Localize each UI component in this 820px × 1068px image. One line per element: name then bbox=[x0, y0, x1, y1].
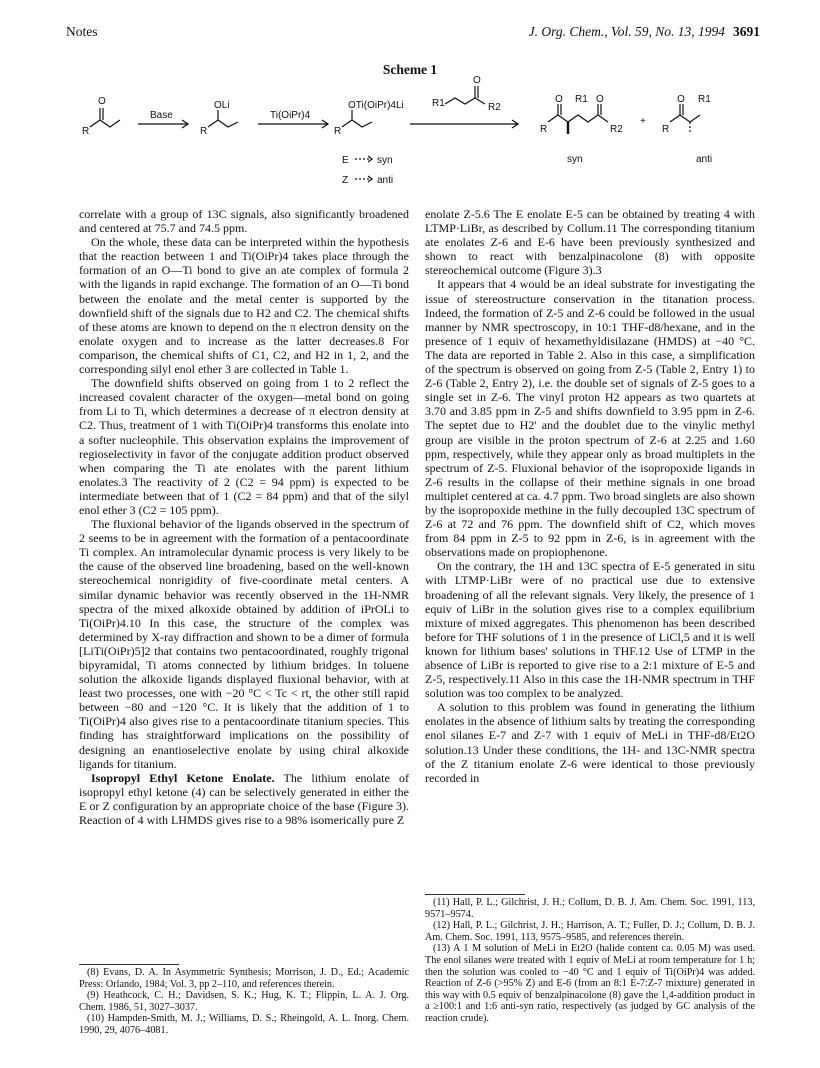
anti-product-o: O bbox=[677, 94, 685, 105]
z-label: Z bbox=[342, 175, 349, 186]
footnotes-left bbox=[79, 967, 409, 1037]
e-label: E bbox=[342, 155, 349, 166]
ketone-o-label: O bbox=[98, 96, 106, 107]
li-enolate-r-label: R bbox=[200, 126, 208, 137]
enone-r2-label: R2 bbox=[488, 102, 501, 113]
page-header bbox=[60, 24, 760, 44]
reaction-scheme bbox=[70, 72, 770, 202]
reagent-ti: Ti(OiPr)4 bbox=[270, 110, 311, 121]
left-paragraph-3: The downfield shifts observed on going from 1 to 2 reflect the increased covalent character of the oxygen—metal bond on going from Li to Ti, which determines a decrease of π electron density at C2. Thus, treatment of 1 with Ti(OiPr)4 transforms this enolate into a softer nucleophile. This observation explains the improvement of regioselectivity in favor of the conjugate addition product observed when comparing the Ti ate enolates with the parent lithium enolates.3 The reactivity of 2 (C2 = 94 ppm) is expected to be intermediate between that of 1 (C2 = 84 ppm) and that of the silyl enol ether 3 (C2 = 105 ppm). bbox=[79, 376, 409, 517]
anti-product-r: R bbox=[662, 124, 670, 135]
left-paragraph-4: The fluxional behavior of the ligands observed in the spectrum of 2 seems to be in agreement with the formation of a pentacoordinate Ti complex. An intramolecular dynamic process is very likely to be the cause of the observed line broadening, based on the well-known stereochemical nonrigidity of five-coordinate metal centers. A similar dynamic behavior was recently observed in the 1H-NMR spectra of the mixed alkoxide obtained by addition of iPrOLi to Ti(OiPr)4.10 In this case, the structure of the complex was determined by X-ray diffraction and shown to be a dimer of formula [LiTi(OiPr)5]2 that contains two pentacoordinated, roughly trigonal bipyramidal, Ti atoms connected by lithium bridges. In toluene solution the alkoxide ligands displayed fluxional behavior, with at least two processes, one with −20 °C < Tc < rt, the other still rapid between −80 and −120 °C. It is likely that the addition of 1 to Ti(OiPr)4 also gives rise to a pentacoordinate titanium species. This finding has straightforward implications on the possibility of designing an enantioselective enolate by using chiral alkoxide ligands for titanium. bbox=[79, 517, 409, 771]
left-paragraph-2: On the whole, these data can be interpreted within the hypothesis that the reaction between 1 and Ti(OiPr)4 takes place through the formation of an O—Ti bond to give an ate complex of formula 2 with the ligands in rapid exchange. The formation of an O—Ti bond between the enolate and the metal center is supported by the downfield shift of the signals due to H2 and C2. The chemical shifts of these atoms are known to depend on the π electron density on the enolate oxygen and to increase as the latter decreases.8 For comparison, the chemical shifts of C1, C2, and H2 in 1, 2, and the corresponding silyl enol ether 3 are collected in Table 1. bbox=[79, 235, 409, 377]
journal-name: J. Org. Chem., Vol. 59, No. 13, 1994 bbox=[528, 24, 725, 39]
ti-enolate-label: OTi(OiPr)4Li bbox=[348, 100, 404, 111]
anti-product-r1: R1 bbox=[698, 94, 711, 105]
page-number: 3691 bbox=[733, 24, 760, 39]
ti-enolate-r-label: R bbox=[334, 126, 342, 137]
right-paragraph-2: It appears that 4 would be an ideal substrate for investigating the issue of stereostructure conservation in the titanation process. Indeed, the formation of Z-5 and Z-6 could be followed in the usual manner by NMR spectroscopy, in 10:1 THF-d8/hexane, and in the presence of 1 equiv of hexamethyldisilazane (HMDS) at −40 °C. The data are reported in Table 2. Also in this case, a simplification of the spectrum is observed on going from Z-5 (Table 2, Entry 1) to Z-6 (Table 2, Entry 2), i.e. the double set of signals of Z-5 goes to a single set in Z-6. The vinyl proton H2 appears as two quartets at 3.70 and 3.85 ppm in Z-5 and shifts downfield to 3.95 ppm in Z-6. The septet due to H2' and the doublet due to the vinylic methyl group are visible in the proton spectrum of Z-6 at 2.25 and 1.60 ppm, respectively, while they appear only as broad multiplets in the spectrum of Z-5. Fluxional behavior of the isopropoxide ligands in Z-6 results in the collapse of their methine signals in one broad multiplet centered at ca. 4.7 ppm. Two broad singlets are also shown by the isopropoxide methine in the fully decoupled 13C spectrum of Z-6 at 72 and 76 ppm. The downfield shift of C2, which moves from 84 ppm in Z-5 to 92 ppm in Z-6, is in agreement with the observations made on propiophenone. bbox=[425, 277, 755, 560]
syn-product-label: syn bbox=[567, 154, 583, 165]
anti-product-skeleton bbox=[670, 115, 700, 122]
journal-citation bbox=[529, 24, 760, 40]
footnote-12: (12) Hall, P. L.; Gilchrist, J. H.; Harrison, A. T.; Fuller, D. J.; Collum, D. B. J. Am. Chem. Soc. 1991, 113, 9575–9585, and references therein. bbox=[425, 920, 755, 943]
anti-arrow-label: anti bbox=[377, 175, 394, 186]
scheme-title: Scheme 1 bbox=[382, 62, 438, 77]
left-paragraph-5 bbox=[79, 771, 409, 827]
footnote-13: (13) A 1 M solution of MeLi in Et2O (halide content ca. 0.05 M) was used. The enol silanes were treated with 1 equiv of MeLi at room temperature for 1 h; then the solution was cooled to −40 °C and 1 equiv of Ti(OiPr)4 was added. Reaction of Z-6 (>95% Z) and E-6 (from an 8:1 E-7:Z-7 mixture) generated in this way with 0.5 equiv of benzalpinacolone (8) gave the 1,4-addition product in a ≥100:1 and 1:6 anti-syn ratio, respectively (as judged by GC analysis of the reaction crude). bbox=[425, 943, 755, 1024]
section-label: Notes bbox=[66, 24, 98, 39]
footnote-11: (11) Hall, P. L.; Gilchrist, J. H.; Collum, D. B. J. Am. Chem. Soc. 1991, 113, 9571–9574. bbox=[425, 897, 755, 920]
right-column bbox=[425, 207, 755, 785]
ti-enolate-skeleton bbox=[342, 120, 372, 127]
syn-product-o1: O bbox=[555, 94, 563, 105]
footnote-rule-left bbox=[79, 964, 179, 965]
footnote-rule-right bbox=[425, 894, 525, 895]
left-paragraph-1: correlate with a group of 13C signals, also significantly broadened and centered at 75.7 and 74.5 ppm. bbox=[79, 207, 409, 236]
syn-arrow-label: syn bbox=[377, 155, 393, 166]
li-enolate-label: OLi bbox=[214, 100, 230, 111]
ketone-r-label: R bbox=[82, 126, 90, 137]
right-paragraph-1: enolate Z-5.6 The E enolate E-5 can be obtained by treating 4 with LTMP·LiBr, as described by Collum.11 The corresponding titanium ate enolates Z-6 and E-6 have been previously synthesized and shown to react with benzalpinacolone (8) with opposite stereochemical outcome (Figure 3).3 bbox=[425, 207, 755, 278]
section-heading: Isopropyl Ethyl Ketone Enolate. bbox=[91, 770, 275, 785]
syn-product-o2: O bbox=[596, 94, 604, 105]
enone-r1-label: R1 bbox=[432, 98, 445, 109]
footnotes-right bbox=[425, 897, 755, 1025]
syn-product-r1: R1 bbox=[575, 94, 588, 105]
left-column bbox=[79, 207, 409, 827]
syn-product-skeleton bbox=[548, 115, 608, 122]
footnote-10: (10) Hampden-Smith, M. J.; Williams, D. S.; Rheingold, A. L. Inorg. Chem. 1990, 29, 4076–4081. bbox=[79, 1013, 409, 1036]
syn-product-r: R bbox=[540, 124, 548, 135]
plus-sign: + bbox=[640, 116, 646, 127]
enone-skeleton bbox=[445, 98, 485, 104]
reagent-base: Base bbox=[150, 110, 173, 121]
right-paragraph-3: On the contrary, the 1H and 13C spectra of E-5 generated in situ with LTMP·LiBr were of no practical use due to extensive broadening of all the relevant signals. Very likely, the presence of 1 equiv of LiBr in the solution gives rise to a complex equilibrium mixture of mixed aggregates. This phenomenon has been described before for THF solutions of 1 in the presence of LiCl,5 and it is well known for lithium bases' solutions in THF.12 Use of LTMP in the absence of LiBr is reported to give rise to a 2:1 mixture of E-5 and Z-5, respectively.11 Also in this case the 1H-NMR spectrum in THF solution was too complex to be analyzed. bbox=[425, 559, 755, 701]
syn-product-r2: R2 bbox=[610, 124, 623, 135]
enone-o-label: O bbox=[473, 75, 481, 86]
footnote-9: (9) Heathcock, C. H.; Davidsen, S. K.; Hug, K. T.; Flippin, L. A. J. Org. Chem. 1986, 51, 3027–3037. bbox=[79, 990, 409, 1013]
right-paragraph-4: A solution to this problem was found in generating the lithium enolates in the absence of lithium salts by treating the corresponding enol silanes E-7 and Z-7 with 1 equiv of MeLi in THF-d8/Et2O solution.13 Under these conditions, the 1H- and 13C-NMR spectra of the Z titanium enolate Z-6 were identical to those previously recorded in bbox=[425, 700, 755, 785]
li-enolate-skeleton bbox=[208, 120, 238, 127]
ketone-skeleton bbox=[90, 120, 120, 127]
anti-product-label: anti bbox=[696, 154, 713, 165]
left-paragraph-5-body: The lithium enolate of isopropyl ethyl ketone (4) can be selectively generated in either the E or Z configuration by an appropriate choice of the base (Figure 3). Reaction of 4 with LHMDS gives rise to a 98% isomerically pure Z bbox=[79, 770, 409, 828]
footnote-8: (8) Evans, D. A. In Asymmetric Synthesis; Morrison, J. D., Ed.; Academic Press: Orlando, 1984; Vol. 3, pp 2–110, and references therein. bbox=[79, 967, 409, 990]
